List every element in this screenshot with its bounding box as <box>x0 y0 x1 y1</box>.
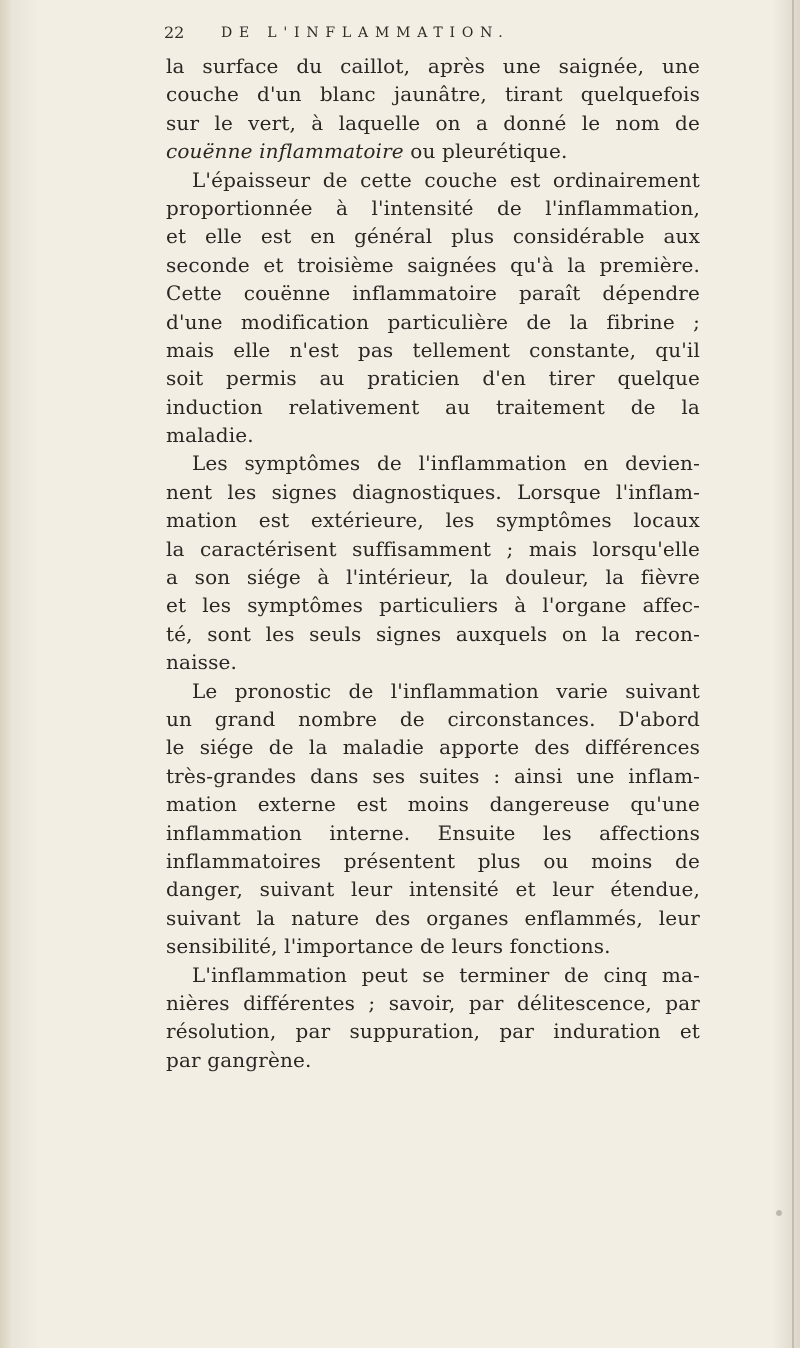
page-header <box>164 19 664 47</box>
text-line: par gangrène. <box>166 1047 312 1072</box>
text-line: proportionnée à l'intensité de l'inflammation, <box>166 195 700 220</box>
text-line: et elle est en général plus considérable aux <box>166 224 700 249</box>
text-line: té, sont les seuls signes auxquels on la recon- <box>166 621 700 646</box>
page-number: 22 <box>164 23 185 42</box>
text-line: couche d'un blanc jaunâtre, tirant quelquefois <box>166 82 700 107</box>
text-line: Le pronostic de l'inflammation varie suivant <box>192 678 700 703</box>
text-line: nières différentes ; savoir, par délitescence, par <box>166 990 700 1015</box>
text-line: L'inflammation peut se terminer de cinq ma- <box>192 962 700 987</box>
text-line: a son siége à l'intérieur, la douleur, la fièvre <box>166 565 700 590</box>
text-line: un grand nombre de circonstances. D'abord <box>166 706 700 731</box>
text-line: sensibilité, l'importance de leurs fonctions. <box>166 934 611 959</box>
text-line: inflammatoires présentent plus ou moins de <box>166 848 700 873</box>
text-line: naisse. <box>166 650 237 675</box>
paper-spot <box>776 1210 782 1216</box>
text-line: soit permis au praticien d'en tirer quelque <box>166 366 700 391</box>
text-line: Les symptômes de l'inflammation en devien- <box>192 451 700 476</box>
text-line: nent les signes diagnostiques. Lorsque l'inflam- <box>166 479 700 504</box>
text-line: sur le vert, à laquelle on a donné le nom de <box>166 110 700 135</box>
text-line: inflammation interne. Ensuite les affections <box>166 820 700 845</box>
text-line: induction relativement au traitement de la <box>166 394 700 419</box>
text-line: mation est extérieure, les symptômes locaux <box>166 508 700 533</box>
page-edge-shadow <box>792 0 794 1348</box>
text-line <box>166 137 700 165</box>
text-line: la caractérisent suffisamment ; mais lorsqu'elle <box>166 536 700 561</box>
text-line: le siége de la maladie apporte des différences <box>166 735 700 760</box>
body-text <box>166 52 700 1074</box>
text-line: la surface du caillot, après une saignée, une <box>166 54 700 78</box>
text-line: d'une modification particulière de la fibrine ; <box>166 309 700 334</box>
text-line: seconde et troisième saignées qu'à la première. <box>166 252 700 277</box>
text-line: très-grandes dans ses suites : ainsi une inflam- <box>166 763 700 788</box>
text-line: Cette couënne inflammatoire paraît dépendre <box>166 281 700 306</box>
running-title: DE L'INFLAMMATION. <box>221 25 510 41</box>
italic-term: couënne inflammatoire <box>166 139 404 164</box>
text-line: L'épaisseur de cette couche est ordinairement <box>192 167 700 192</box>
text-line: danger, suivant leur intensité et leur étendue, <box>166 877 700 902</box>
text-line: mation externe est moins dangereuse qu'une <box>166 792 700 817</box>
text-line: maladie. <box>166 423 254 448</box>
text-fragment: ou pleurétique. <box>403 139 568 164</box>
text-line: suivant la nature des organes enflammés, leur <box>166 905 700 930</box>
text-line: mais elle n'est pas tellement constante, qu'il <box>166 337 700 362</box>
text-line: résolution, par suppuration, par induration et <box>166 1019 700 1044</box>
text-line: et les symptômes particuliers à l'organe affec- <box>166 593 700 618</box>
page-binding-edge <box>0 0 14 1348</box>
